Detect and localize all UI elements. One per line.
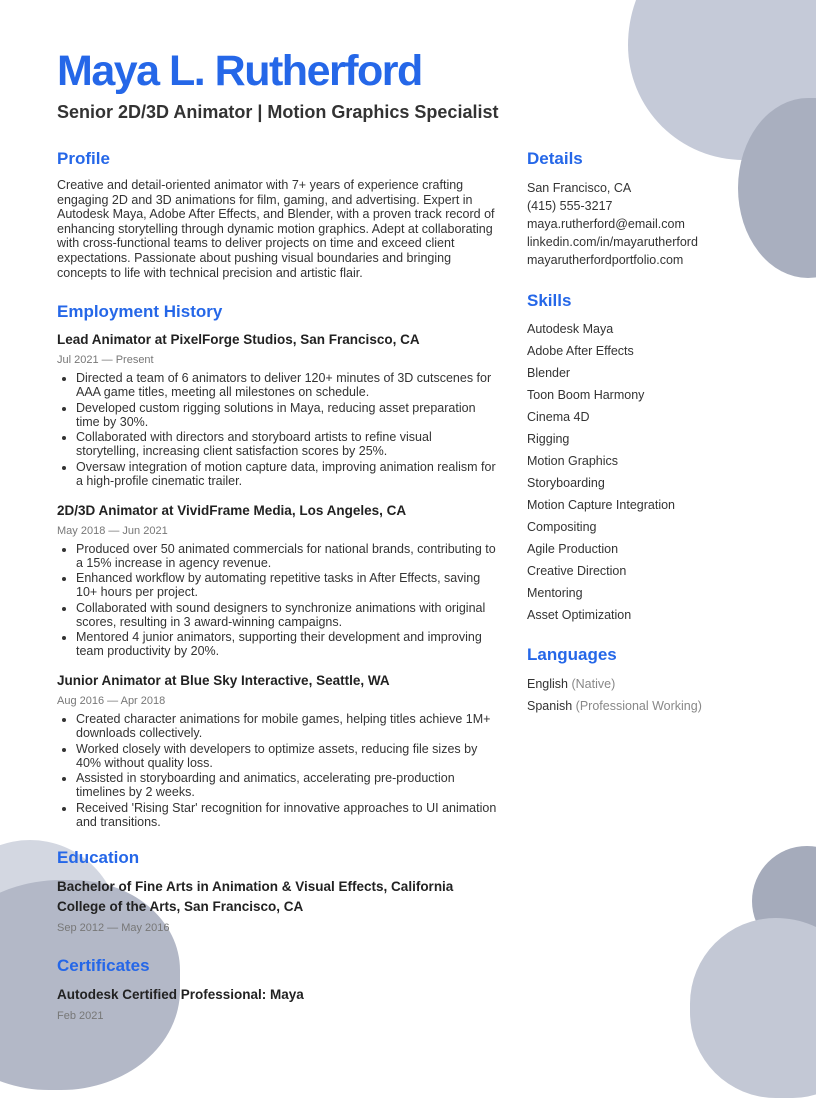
detail-phone: (415) 555-3217 [527, 199, 613, 213]
language-name: Spanish [527, 699, 573, 713]
skill-item: Motion Graphics [527, 454, 619, 468]
profile-summary: Creative and detail-oriented animator with 7+ years of experience crafting engaging 2D and 3D animations for film, gaming, and advertising. Expert in Autodesk Maya, Adobe After Effects, and Blender, with a proven track record of enhancing storytelling through dynamic motion graphics. Adept at collaborating with cross-functional teams to deliver projects on time and exceed client expectations. Passionate about pushing visual boundaries and bringing concepts to life with technical precision and artistic flair. [57, 178, 495, 280]
job-bullets [57, 371, 497, 488]
skill-item: Toon Boom Harmony [527, 388, 645, 402]
candidate-name: Maya L. Rutherford [57, 47, 422, 95]
job-bullet: • Created character animations for mobile games, helping titles achieve 1M+ downloads collectively. [76, 712, 497, 740]
job-bullet: • Worked closely with developers to optimize assets, reducing file sizes by 40% without quality loss. [76, 742, 497, 770]
detail-email[interactable]: maya.rutherford@email.com [527, 217, 685, 231]
language-item [527, 673, 787, 695]
job-title: Lead Animator at PixelForge Studios, San Francisco, CA [57, 332, 420, 348]
details-heading: Details [527, 149, 583, 168]
skill-item: Adobe After Effects [527, 344, 634, 358]
certificates-heading: Certificates [57, 955, 150, 975]
languages-section [527, 644, 787, 717]
skill-item: Rigging [527, 432, 570, 446]
job-bullet: • Oversaw integration of motion capture data, improving animation realism for a high-profile cinematic trailer. [76, 460, 497, 488]
skill-item: Cinema 4D [527, 410, 590, 424]
job-bullet: • Enhanced workflow by automating repetitive tasks in After Effects, saving 10+ hours per project. [76, 571, 497, 599]
employment-heading: Employment History [57, 302, 223, 322]
job-bullets [57, 542, 497, 659]
detail-portfolio[interactable]: mayarutherfordportfolio.com [527, 253, 684, 267]
skill-item: Storyboarding [527, 476, 605, 490]
job-title: 2D/3D Animator at VividFrame Media, Los Angeles, CA [57, 502, 407, 518]
job-bullet: • Collaborated with directors and storyboard artists to refine visual storytelling, increasing client satisfaction scores by 25%. [76, 430, 497, 458]
job-bullet: • Directed a team of 6 animators to deliver 120+ minutes of 3D cutscenes for AAA game titles, meeting all milestones on schedule. [76, 371, 497, 399]
job-bullet: • Assisted in storyboarding and animatics, accelerating pre-production timelines by 2 weeks. [76, 771, 497, 799]
education-section [57, 847, 497, 935]
skill-item: Motion Capture Integration [527, 498, 676, 512]
skill-item: Compositing [527, 520, 597, 534]
detail-location: San Francisco, CA [527, 181, 632, 195]
job-bullets [57, 712, 497, 829]
job-dates: May 2018 — Jun 2021 [57, 524, 168, 537]
job-title: Junior Animator at Blue Sky Interactive, Seattle, WA [57, 673, 390, 689]
job-entry [57, 672, 497, 829]
education-heading: Education [57, 847, 140, 867]
job-bullet: • Produced over 50 animated commercials for national brands, contributing to a 15% increase in agency revenue. [76, 542, 497, 570]
education-dates: Sep 2012 — May 2016 [57, 921, 170, 934]
language-level: (Native) [571, 677, 616, 691]
education-degree: Bachelor of Fine Arts in Animation & Visual Effects, California College of the Arts, San Francisco, CA [57, 878, 454, 914]
certificate-name: Autodesk Certified Professional: Maya [57, 986, 304, 1002]
skill-item: Agile Production [527, 542, 619, 556]
skills-section [527, 290, 787, 626]
main-column [57, 148, 497, 1027]
job-entry [57, 502, 497, 659]
skill-item: Mentoring [527, 586, 583, 600]
job-bullet: • Developed custom rigging solutions in Maya, reducing asset preparation time by 30%. [76, 401, 497, 429]
job-bullet: • Received 'Rising Star' recognition for innovative approaches to UI animation and transitions. [76, 801, 497, 829]
detail-linkedin[interactable]: linkedin.com/in/mayarutherford [527, 235, 698, 249]
job-bullet: • Collaborated with sound designers to synchronize animations with original scores, resulting in 3 award-winning campaigns. [76, 601, 497, 629]
details-section [527, 148, 787, 269]
sidebar-column [527, 148, 787, 717]
skill-item: Creative Direction [527, 564, 627, 578]
job-dates: Aug 2016 — Apr 2018 [57, 695, 166, 708]
job-bullet: • Mentored 4 junior animators, supporting their development and improving team productivity by 20%. [76, 630, 497, 658]
skill-item: Autodesk Maya [527, 322, 614, 336]
candidate-title: Senior 2D/3D Animator | Motion Graphics Specialist [57, 102, 499, 122]
job-entry [57, 331, 497, 488]
languages-heading: Languages [527, 645, 617, 664]
language-name: English [527, 677, 568, 691]
certificate-dates: Feb 2021 [57, 1009, 104, 1022]
employment-section [57, 301, 497, 829]
language-item [527, 695, 787, 717]
profile-heading: Profile [57, 149, 110, 168]
certificates-section [57, 955, 497, 1023]
job-dates: Jul 2021 — Present [57, 354, 154, 367]
skills-heading: Skills [527, 291, 572, 310]
language-level: (Professional Working) [575, 699, 702, 713]
profile-section [57, 148, 497, 280]
skill-item: Blender [527, 366, 571, 380]
skill-item: Asset Optimization [527, 608, 632, 622]
